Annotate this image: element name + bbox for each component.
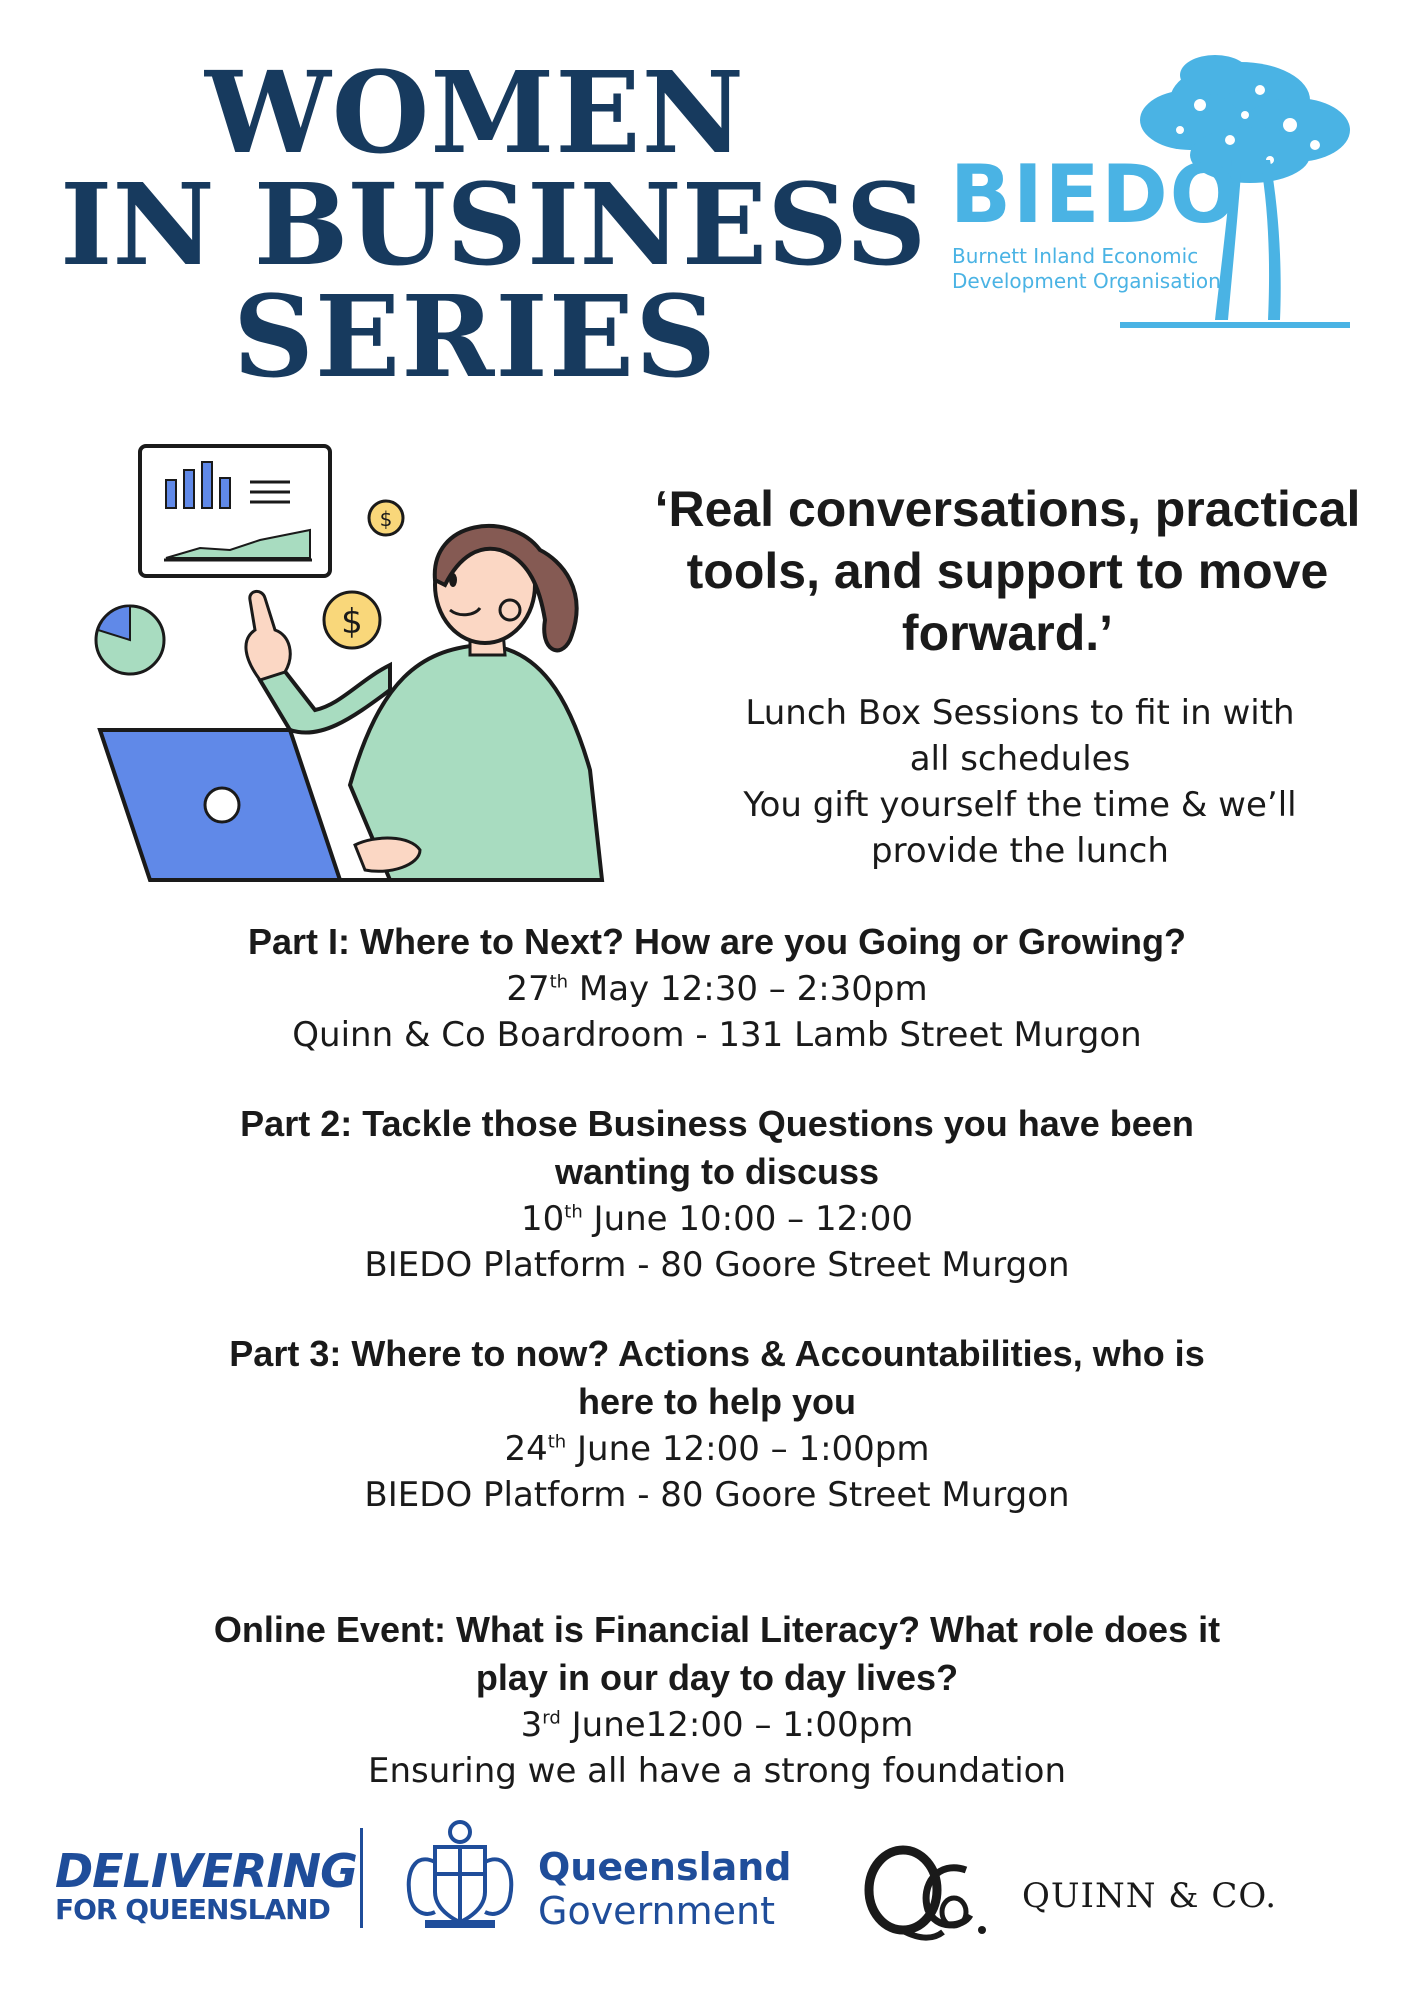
event-date xyxy=(80,1196,1354,1242)
event-date xyxy=(80,966,1354,1012)
title-line-2: IN BUSINESS xyxy=(60,160,927,291)
event-online xyxy=(80,1606,1354,1794)
event-day-suffix: th xyxy=(549,971,569,993)
svg-text:$: $ xyxy=(379,507,393,531)
event-part-1 xyxy=(80,918,1354,1058)
event-location: Quinn & Co Boardroom - 131 Lamb Street Murgon xyxy=(292,1015,1142,1055)
event-heading: Part 3: Where to now? Actions & Accountabilities, who is xyxy=(229,1333,1205,1374)
title-line-3: SERIES xyxy=(233,272,717,403)
lunch-line-1: Lunch Box Sessions to fit in with xyxy=(745,693,1295,733)
lunch-box-description xyxy=(700,690,1340,874)
woman-at-laptop-illustration xyxy=(90,440,630,910)
event-location: BIEDO Platform - 80 Goore Street Murgon xyxy=(364,1475,1070,1515)
quinn-and-co-logo-text: QUINN & CO. xyxy=(1022,1876,1278,1916)
svg-text:$: $ xyxy=(341,602,363,642)
quote-line-1: ‘Real conversations, practical xyxy=(654,481,1361,537)
lunch-line-3: You gift yourself the time & we’ll xyxy=(743,785,1297,825)
quote-line-3: forward.’ xyxy=(901,605,1114,661)
series-title xyxy=(60,48,927,403)
event-note: Ensuring we all have a strong foundation xyxy=(367,1751,1067,1791)
event-day: 27 xyxy=(506,969,550,1009)
event-day: 3 xyxy=(520,1705,543,1745)
biedo-logo-word: BIEDO xyxy=(950,148,1240,241)
dfq-line-2: FOR QUEENSLAND xyxy=(55,1893,330,1926)
event-heading-cont: wanting to discuss xyxy=(554,1151,880,1192)
biedo-logo-subtitle xyxy=(952,244,1221,294)
event-heading-cont: play in our day to day lives? xyxy=(475,1657,959,1698)
tagline-quote xyxy=(630,478,1385,664)
quinn-and-co-monogram-icon xyxy=(858,1840,998,1950)
event-date xyxy=(80,1702,1354,1748)
biedo-sub-line-2: Development Organisation xyxy=(952,269,1221,293)
event-location: BIEDO Platform - 80 Goore Street Murgon xyxy=(364,1245,1070,1285)
event-day-suffix: th xyxy=(564,1201,583,1223)
event-date xyxy=(80,1426,1354,1472)
title-line-1: WOMEN xyxy=(204,48,746,179)
dfq-line-1: DELIVERING xyxy=(55,1844,357,1898)
quote-line-2: tools, and support to move xyxy=(686,543,1329,599)
event-part-3 xyxy=(80,1330,1354,1518)
event-heading: Part 2: Tackle those Business Questions you have been xyxy=(240,1103,1194,1144)
event-part-2 xyxy=(80,1100,1354,1288)
biedo-sub-line-1: Burnett Inland Economic xyxy=(952,244,1199,268)
event-time: June 10:00 – 12:00 xyxy=(582,1199,913,1239)
event-day: 24 xyxy=(504,1429,548,1469)
event-heading: Part I: Where to Next? How are you Going or Growing? xyxy=(247,921,1187,962)
event-heading-cont: here to help you xyxy=(577,1381,857,1422)
lunch-line-4: provide the lunch xyxy=(871,831,1169,871)
queensland-coat-of-arms-icon xyxy=(395,1812,525,1932)
logo-divider xyxy=(360,1828,363,1928)
event-heading: Online Event: What is Financial Literacy? What role does it xyxy=(213,1609,1221,1650)
delivering-for-queensland-logo xyxy=(55,1844,357,1926)
queensland-government-logo xyxy=(538,1845,792,1933)
lunch-line-2: all schedules xyxy=(909,739,1131,779)
event-time: May 12:30 – 2:30pm xyxy=(568,969,928,1009)
event-day-suffix: rd xyxy=(542,1707,561,1729)
event-day: 10 xyxy=(521,1199,565,1239)
event-time: June12:00 – 1:00pm xyxy=(560,1705,914,1745)
event-day-suffix: th xyxy=(547,1431,567,1453)
qg-line-1: Queensland xyxy=(538,1845,792,1889)
qg-line-2: Government xyxy=(538,1889,775,1933)
event-time: June 12:00 – 1:00pm xyxy=(566,1429,930,1469)
